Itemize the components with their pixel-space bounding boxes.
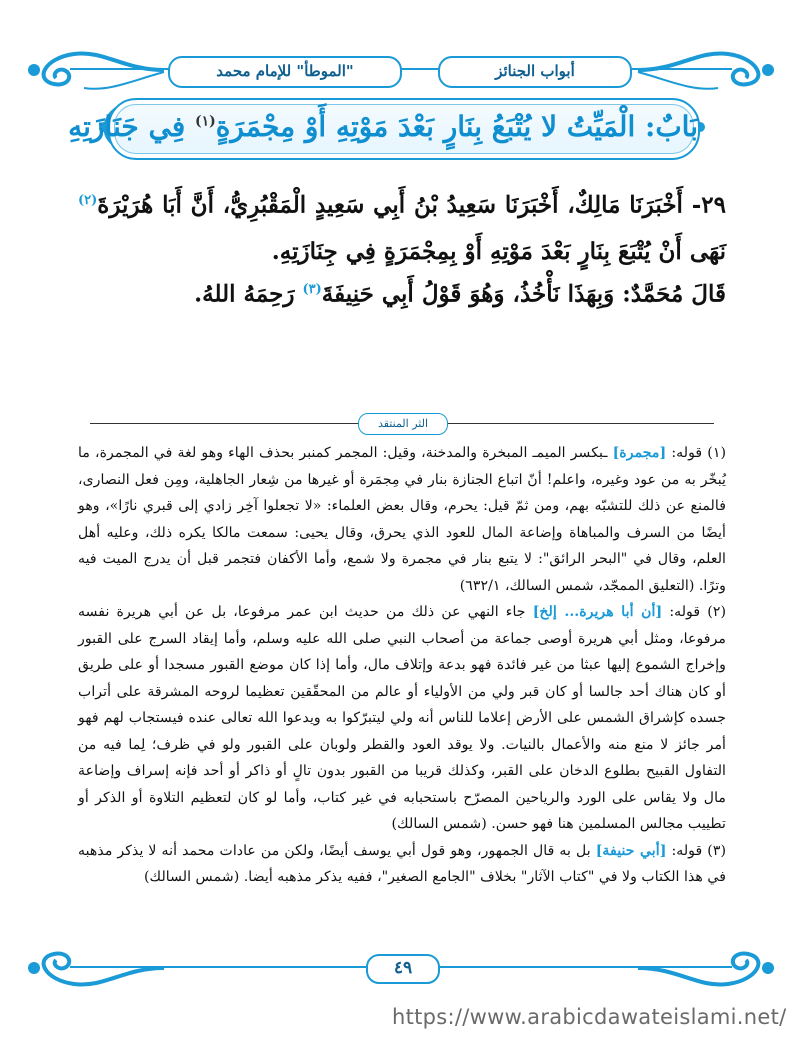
footnote-2-keyword: [أن أبا هريرة... إلخ] — [532, 604, 663, 620]
header-ornament-left-icon — [14, 40, 174, 100]
chapter-title-tail: فِي جَنَازَتِهِ — [68, 110, 186, 143]
footer-ornament-left-icon — [14, 938, 174, 998]
chapter-title-banner — [68, 98, 700, 160]
footnote-2 — [78, 599, 726, 838]
header-ornament-right-icon — [628, 40, 788, 100]
qala-part1: قَالَ مُحَمَّدٌ: وَبِهَذَا نَأْخُذُ، وَهُوَ قَوْلُ أَبِي حَنِيفَةَ — [321, 280, 726, 308]
chapter-title — [68, 110, 698, 143]
qala-footnote-ref: (٣) — [302, 282, 322, 297]
chapter-title-text: بَابٌ: الْمَيِّتُ لا يُتْبَعُ بِنَارٍ بَعْدَ مَوْتِهِ أَوْ مِجْمَرَةٍ — [215, 110, 698, 143]
page-number: ٤٩ — [366, 954, 440, 984]
footnote-1-lead: (١) قوله: — [671, 445, 726, 461]
footnote-3-lead: (٣) قوله: — [671, 842, 727, 859]
footnote-2-text: جاء النهي عن ذلك من حديث ابن عمر مرفوعا، بل عن أبي هريرة نفسه مرفوعا، ومثل أبي هريرة أوصى جماعة من أصحاب النبي صلى الله عليه وسلم، وأما إيقاد السرج على القبور وإخراج الشموع إليها عبثا من غير فائدة فهو بدعة وإتلاف مال، وأما إذا كان موضع القبور مسجدا أو على طريق أو كان هناك أحد جالسا أو كان قبر ولي من الأولياء أو عالم من المحقّقين تعظيما لروحه المشرقة على أتراب جسده كإشراق الشمس على الأرض إعلاما للناس أنه ولي ليتبرّكوا به ويدعوا الله تعالى عنده فيستجاب لهم فهو أمر جائز لا منع منه والأعمال بالنيات. ولا يوقد العود والقطر ولوبان على القبور ولو في ظرف؛ لِما فيه من التفاول القبيح بطلوع الدخان على القبر، وكذلك قريبا من القبور بدون تالٍ أو ذاكر أو أحد فإنه إسراف وإضاعة مال ولا يقاس على الورد والرياحين المصرّح باستحبابه في غير كتاب، وأما لو كان لتعظيم التلاوة أو الذكر أو تطييب مجالس المسلمين هنا فهو حسن. (شمس السالك) — [78, 604, 726, 832]
footer-ornament-right-icon — [628, 938, 788, 998]
hadith-paragraph — [78, 178, 726, 275]
footnote-3 — [78, 838, 726, 891]
footnotes — [78, 440, 726, 891]
footnote-1-keyword: [مجمرة] — [612, 445, 667, 461]
footnote-1 — [78, 440, 726, 599]
header-book-title: "الموطأ" للإمام محمد — [168, 56, 402, 88]
footnote-3-keyword: [أبي حنيفة] — [595, 842, 667, 859]
footnote-2-lead: (٢) قوله: — [669, 604, 726, 620]
qala-part2: رَحِمَهُ اللهُ. — [194, 280, 295, 308]
footnotes-label: الثر المنتقد — [358, 413, 448, 435]
chapter-title-footnote-ref: (١) — [194, 113, 216, 130]
hadith-footnote-ref: (٢) — [78, 193, 98, 208]
header-chapter: أبواب الجنائز — [438, 56, 632, 88]
footnote-1-text: ـبكسر الميمـ المبخرة والمدخنة، وقيل: المجمر كمنبر بحذف الهاء وهو لغة في المجمرة، ما يُبخّر به من عود وغيره، واعلم! أنّ اتباع الجنازة بنار في مِجمَرة أو غيرها من شِعار الجاهلية، ومِن فعل النصارى، فالمنع عن ذلك للتشبّه بهم، ومن ثمّ قيل: يحرم، وقال بعض العلماء: «لا تجعلوا آخِر زادي إلى قبري نارًا»، وهو أيضًا من السرف والمباهاة وإضاعة المال للعود الذي يحرق، وقال يحيى: سمعت مالكا يكره ذلك، وعليه أهل العلم، وقال في "البحر الرائق": لا يتبع بنار في مجمرة ولا شمع، وأما الأكفان فتجمر قبل أن يدرج الميت فيه وترًا. (التعليق الممجّد، شمس السالك، ٦٣٢/١) — [78, 445, 726, 594]
watermark-url: https://www.arabicdawateislami.net/ — [392, 1005, 787, 1029]
hadith-part2: نَهَى أَنْ يُتْبَعَ بِنَارٍ بَعْدَ مَوْتِهِ أَوْ بِمِجْمَرَةٍ فِي جِنَازَتِهِ. — [271, 237, 726, 265]
footnote-3-text: بل به قال الجمهور، وهو قول أبي يوسف أيضًا، ولكن من عادات محمد أنه لا يذكر مذهبه في هذا الكتاب ولا في "كتاب الآثار" بخلاف "الجامع الصغير"، ففيه يذكر مذهبه أيضا. (شمس السالك) — [78, 842, 726, 885]
hadith-part1: ٢٩- أَخْبَرَنَا مَالِكٌ، أَخْبَرَنَا سَعِيدُ بْنُ أَبِي سَعِيدٍ الْمَقْبُرِيُّ، أَنَّ أَبَا هُرَيْرَةَ — [97, 191, 727, 219]
qala-paragraph — [78, 270, 726, 315]
